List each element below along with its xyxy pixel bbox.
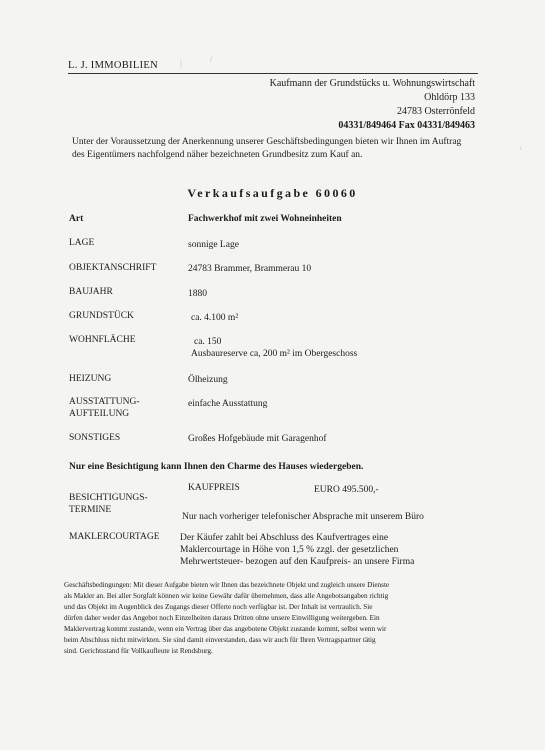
terms-fineprint [64,580,477,657]
terms-line: sind. Gerichtsstand für Vollkaufleute ist Rendsburg. [64,647,213,655]
value-lage: sonnige Lage [188,240,239,250]
label-ausstattung [69,396,140,420]
tagline: Kaufmann der Grundstücks u. Wohnungswirtschaft [269,78,475,89]
label-sonstiges: SONSTIGES [69,433,121,443]
value-besichtigung: Nur nach vorheriger telefonischer Absprache mit unserem Büro [182,512,424,522]
label-ausstattung-line2: AUFTEILUNG [69,409,130,419]
value-maklercourtage [180,532,414,568]
terms-line: Maklervertrag kommt zustande, wenn ein Vertrag über das angebotene Objekt zustande kommt, selbst wenn wir [64,625,387,633]
label-besichtigung-line2: TERMINE [69,505,112,515]
label-besichtigung-line1: BESICHTIGUNGS- [69,493,148,503]
intro-text: Unter der Voraussetzung der Anerkennung unserer Geschäftsbedingungen bieten wir Ihnen im Auftrag des Eigentümers nachfolgend näher bezeichneten Grundbesitz zum Kauf an. [72,137,462,160]
value-sonstiges: Großes Hofgebäude mit Garagenhof [188,434,327,444]
label-wohnflaeche: WOHNFLÄCHE [69,335,136,345]
value-grundstueck: ca. 4.100 m² [191,313,239,323]
header-rule [68,73,478,74]
label-kaufpreis: KAUFPREIS [188,483,240,493]
scan-mark: / [210,54,213,64]
document-title: Verkaufsaufgabe 60060 [187,186,358,200]
label-art: Art [69,214,84,224]
label-lage: LAGE [69,238,95,248]
value-objektanschrift: 24783 Brammer, Brammerau 10 [188,264,312,274]
label-grundstueck: GRUNDSTÜCK [69,311,134,321]
label-besichtigung [69,492,148,516]
company-name: L. J. IMMOBILIEN [68,60,158,71]
value-art: Fachwerkhof mit zwei Wohneinheiten [188,214,342,224]
label-heizung: HEIZUNG [69,374,112,384]
makler-line-2: Maklercourtage in Höhe von 1,5 % zzgl. der gesetzlichen [180,545,399,555]
value-heizung: Ölheizung [188,375,228,385]
value-baujahr: 1880 [188,289,207,299]
terms-line: dürfen daher weder das Angebot noch Einzelheiten daraus Dritten ohne unsere Einwilligung weitergeben. Ein [64,614,380,622]
city: 24783 Osterrönfeld [396,106,475,117]
terms-line: als Makler an. Bei aller Sorgfalt können wir keine Gewähr dafür übernehmen, dass alle Angebotsangaben richtig [64,592,389,600]
value-wohnflaeche: ca. 150 [194,337,222,347]
terms-line: beim Abschluss nicht mitwirkten. Sie sind damit einverstanden, dass wir auch für Ihren Vertragspartner tätig [64,636,376,644]
value-ausstattung: einfache Ausstattung [188,399,268,409]
charm-note: Nur eine Besichtigung kann Ihnen den Charme des Hauses wiedergeben. [69,462,364,472]
value-ausbaureserve: Ausbaureserve ca, 200 m² im Obergeschoss [191,349,358,359]
scan-mark: ' [520,146,522,156]
letterhead-address [270,77,475,133]
label-ausstattung-line1: AUSSTATTUNG- [69,397,140,407]
makler-line-3: Mehrwertsteuer- bezogen auf den Kaufpreis- an unsere Firma [180,557,415,567]
scan-mark: | [180,58,182,68]
street: Ohldörp 133 [424,92,475,103]
label-baujahr: BAUJAHR [69,287,113,297]
value-kaufpreis: EURO 495.500,- [314,485,379,495]
phone-fax: 04331/849464 Fax 04331/849463 [338,120,475,131]
label-maklercourtage: MAKLERCOURTAGE [69,532,160,542]
makler-line-1: Der Käufer zahlt bei Abschluss des Kaufvertrages eine [180,533,389,543]
terms-line: und das Objekt im Augenblick des Zugangs dieser Offerte noch verfügbar ist. Der Inhalt ist vertraulich. Sie [64,603,373,611]
label-objektanschrift: OBJEKTANSCHRIFT [69,263,157,273]
terms-line: Geschäftsbedingungen: Mit dieser Aufgabe bieten wir Ihnen das bezeichnete Objekt und zugleich unsere Dienste [64,581,390,589]
